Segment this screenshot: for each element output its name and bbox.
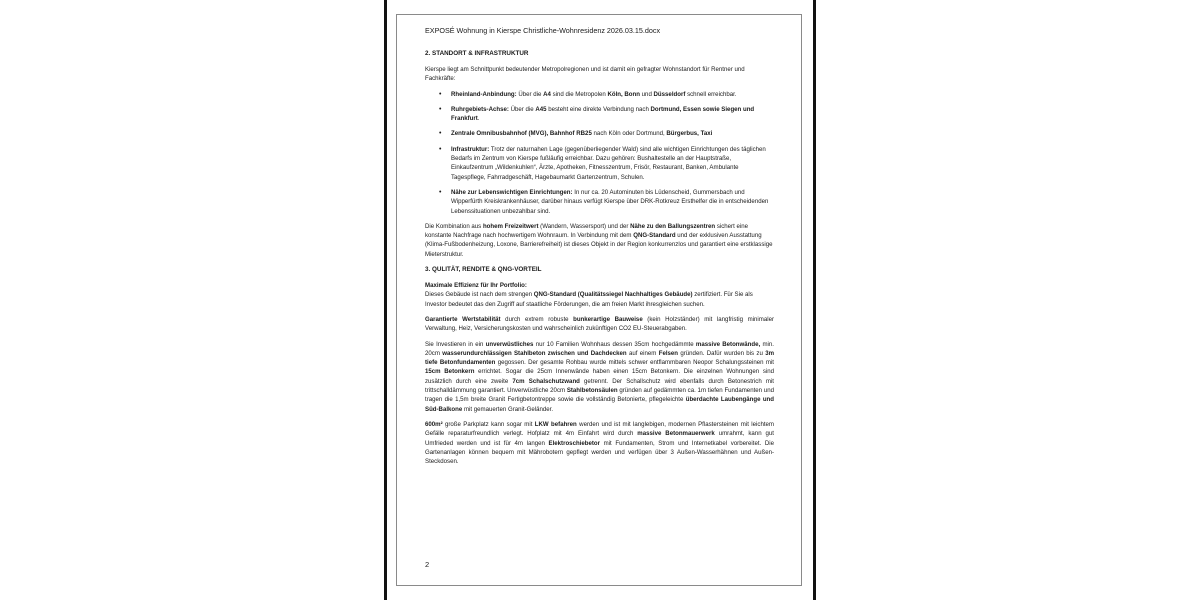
page-header-title: EXPOSÉ Wohnung in Kierspe Christliche-Wohnresidenz 2026.03.15.docx — [425, 26, 661, 35]
list-item-rheinland: • Rheinland-Anbindung: Über die A4 sind die Metropolen Köln, Bonn und Düsseldorf schnell erreichbar. — [451, 90, 774, 99]
section-heading-standort: 2. STANDORT & INFRASTRUKTUR — [425, 50, 529, 57]
page-number: 2 — [425, 560, 430, 569]
standort-intro-paragraph: Kierspe liegt am Schnittpunkt bedeutender Metropolregionen und ist damit ein gefragter Wohnstandort für Rentner und Fachkräfte: — [425, 66, 745, 83]
combination-paragraph: Die Kombination aus hohem Freizeitwert (Wandern, Wassersport) und der Nähe zu den Ballungszentren sichert eine konstante Nachfrage nach hochwertigem Wohnraum. In Verbindung mit dem QNG-Standard und der exklusiven Ausstattung (Klima-Fußbodenheizung, Loxone, Barrierefreiheit) ist dieses Objekt in der Region konkurrenzlos und garantiert eine erstklassige Mieterstruktur. — [425, 222, 773, 258]
parking-paragraph: 600m² große Parkplatz kann sogar mit LKW befahren werden und ist mit langlebigen, modernen Pflastersteinen mit leichtem Gefälle reparaturfreundlich verlegt. Hofplatz mit 4m Einfahrt wird durch massive Betonmauerwerk umrahmt, kann gut Umfrieded werden und ist für 4m langen Elektroschiebetor mit Fundamenten, Strom und Internetkabel vorbereitet. Die Gartenanlagen können bequem mit Mährobotern gepflegt werden und verfügen über 3 Außen-Wasserhähnen und Außen-Steckdosen. — [425, 420, 774, 466]
list-item-lebenswichtig: • Nähe zur Lebenswichtigen Einrichtungen: In nur ca. 20 Autominuten bis Lüdenscheid, Gummersbach und Wipperfürth Kreiskrankenhäuser, darüber hinaus verfügt Kierspe über DRK-Rotkreuz Ersthelfer die in entscheidenden Lebenssituationen unbezahlbar sind. — [451, 188, 774, 216]
section-heading-qualitaet: 3. QULITÄT, RENDITE & QNG-VORTEIL — [425, 266, 542, 274]
list-item-ruhrgebiet: • Ruhrgebiets-Achse: Über die A45 besteht eine direkte Verbindung nach Dortmund, Essen sowie Siegen und Frankfurt. — [451, 105, 774, 124]
list-item-omnibus: • Zentrale Omnibusbahnhof (MVG), Bahnhof RB25 nach Köln oder Dortmund, Bürgerbus, Taxi — [451, 129, 774, 138]
efficiency-paragraph: Maximale Effizienz für Ihr Portfolio: Dieses Gebäude ist nach dem strengen QNG-Standard (Qualitätssiegel Nachhaltiges Gebäude) zertifiziert. Für Sie als Investor bedeutet das den Zugriff auf staatliche Förderungen, die am freien Markt ihresgleichen suchen. — [425, 282, 753, 308]
list-item-infrastruktur: • Infrastruktur: Trotz der naturnahen Lage (gegenüberliegender Wald) sind alle wichtigen Einrichtungen des täglichen Bedarfs im Zentrum von Kierspe fußläufig erreichbar. Dazu gehören: Bushaltestelle an der Hauptstraße, Einkaufzentrum „Wildenkuhlen“, Ärzte, Apotheken, Fitnesszentrum, Frisör, Restaurant, Banken, Ambulante Tagespflege, Fahrradgeschäft, Hagebaumarkt Gartenzentrum, Schulen. — [451, 145, 774, 182]
document-page — [396, 14, 802, 586]
invest-paragraph: Sie Investieren in ein unverwüstliches nur 10 Familien Wohnhaus dessen 35cm hochgedämmte massive Betonwände, min. 20cm wasserundurchlässigen Stahlbeton zwischen und Dachdecken auf einem Felsen gründen. Dafür wurden bis zu 3m tiefe Betonfundamenten gegossen. Der gesamte Rohbau wurde mittels schwer entflammbaren Neopor Schalungssteinen mit 15cm Betonkern errichtet. Sogar die 25cm Innenwände haben einen 15cm Betonkern. Die einzelnen Wohnungen sind zusätzlich durch eine zweite 7cm Schalschutzwand getrennt. Der Schallschutz wird ebenfalls durch Betonestrich mit trittschalldämmung garantiert. Unverwüstliche 20cm Stahlbetonsäulen gründen auf gedämmten ca. 1m tiefen Fundamenten und tragen die 1,5m breite Granit Fertigbetontreppe sowie die vollständig Betonierte, pflegeleichte überdachte Laubengänge und Süd-Balkone mit gemauerten Granit-Geländer. — [425, 340, 775, 413]
standort-bullet-list — [425, 90, 774, 216]
guaranteed-paragraph: Garantierte Wertstabilität durch extrem robuste bunkerartige Bauweise (kein Holzständer) mit langfristig minimaler Verwaltung, Heiz, Versicherungskosten und wahrscheinlich zukünftigen CO2 EU-Steuerabgaben. — [425, 315, 774, 333]
